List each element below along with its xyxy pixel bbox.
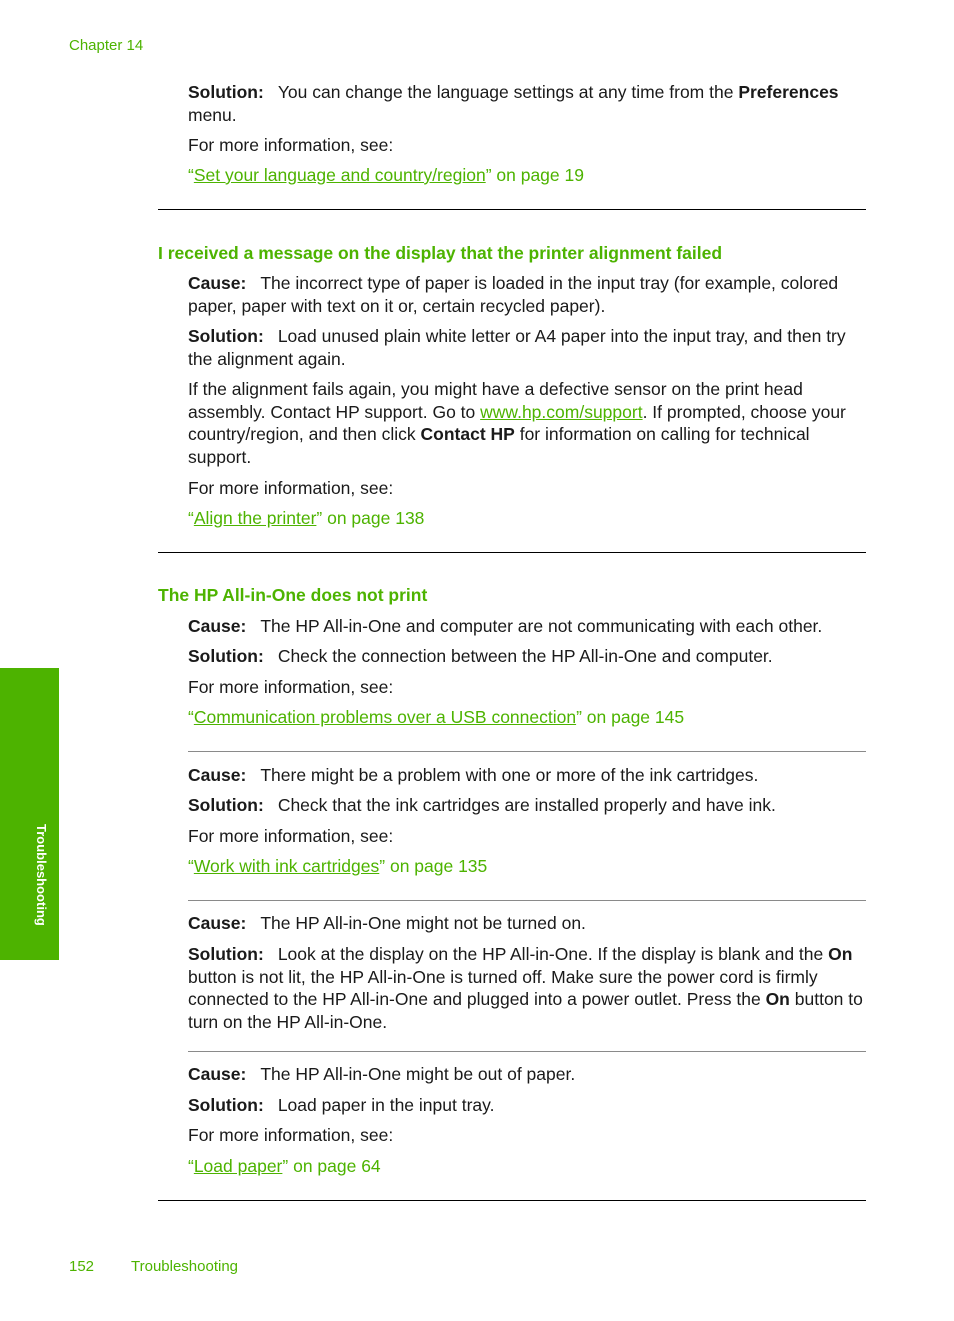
more-info-label: For more information, see: [188,135,394,155]
link-quote: “ [188,707,194,727]
solution-label: Solution: [188,795,264,815]
on-bold: On [828,944,853,964]
solution-label: Solution: [188,646,264,666]
link-suffix: ” on page 135 [379,856,488,876]
solution-label: Solution: [188,1095,264,1115]
footer-section: Troubleshooting [131,1258,239,1275]
cause-text: The incorrect type of paper is loaded in the input tray (for example, colored paper, paper with text on it or, certain recycled paper). [188,273,839,316]
solution-text: You can change the language settings at any time from the [277,82,734,102]
solution-paragraph [188,645,866,668]
cause-label: Cause: [188,913,247,933]
cause-text: There might be a problem with one or more of the ink cartridges. [260,765,759,785]
solution-paragraph [188,1094,866,1117]
cause-paragraph [188,272,866,317]
sub-divider [188,1051,866,1052]
divider [158,209,866,210]
link-suffix: ” on page 145 [576,707,685,727]
more-info-label: For more information, see: [188,826,394,846]
solution-label: Solution: [188,82,264,102]
support-text-2: . If prompted, choose your country/region, and then click [188,401,846,444]
cause-text: The HP All-in-One might be out of paper. [260,1064,576,1084]
cause-label: Cause: [188,765,247,785]
solution-text: Check the connection between the HP All-in-One and computer. [277,646,773,666]
solution-text-end: menu. [188,104,237,125]
ink-cartridges-link[interactable]: Work with ink cartridges [193,856,380,876]
language-link[interactable]: Set your language and country/region [193,165,486,185]
page-number: 152 [69,1258,95,1275]
usb-link-line [188,706,866,729]
load-paper-link-line [188,1155,866,1178]
cause-label: Cause: [188,1064,247,1084]
troubleshooting-side-tab [0,668,59,960]
more-info-label: For more information, see: [188,677,394,697]
chapter-header: Chapter 14 [69,37,144,54]
solution-paragraph [188,325,866,370]
cause-paragraph [188,912,866,935]
load-paper-link[interactable]: Load paper [193,1156,283,1176]
language-solution-block [188,81,866,126]
more-info-label: For more information, see: [188,478,394,498]
ink-link-line [188,855,866,878]
solution-text: Load unused plain white letter or A4 paper into the input tray, and then try the alignment again. [188,326,846,369]
more-info-label: For more information, see: [188,1125,394,1145]
align-link-line [188,507,866,530]
hp-support-link[interactable]: www.hp.com/support [480,401,643,422]
cause-paragraph [188,615,866,638]
usb-communication-link[interactable]: Communication problems over a USB connection [193,707,577,727]
cause-label: Cause: [188,273,247,293]
on-bold: On [765,989,790,1009]
solution-label: Solution: [188,944,264,964]
sub-divider [188,900,866,901]
link-suffix: ” on page 19 [485,165,584,185]
solution-text-3: button to turn on the HP All-in-One. [188,989,863,1032]
solution-paragraph [188,943,866,1033]
divider [158,1200,866,1201]
section-heading-alignment: I received a message on the display that the printer alignment failed [158,243,723,263]
section-heading-does-not-print: The HP All-in-One does not print [158,585,428,605]
link-quote: “ [188,165,194,185]
solution-paragraph [188,794,866,817]
cause-label: Cause: [188,616,247,636]
cause-text: The HP All-in-One might not be turned on. [260,913,586,933]
divider [158,552,866,553]
cause-paragraph [188,764,866,787]
cause-paragraph [188,1063,866,1086]
support-text-3: for information on calling for technical support. [188,424,810,467]
side-tab-label: Troubleshooting [34,824,49,926]
link-suffix: ” on page 138 [316,508,425,528]
solution-text: Look at the display on the HP All-in-One. If the display is blank and the [277,944,824,964]
solution-text-2: button is not lit, the HP All-in-One is turned off. Make sure the power cord is firmly connected to the HP All-in-One and plugged into a power outlet. Press the [188,966,818,1009]
support-text: If the alignment fails again, you might have a defective sensor on the print head assembly. Contact HP support. Go to [188,379,803,422]
link-quote: “ [188,508,194,528]
solution-label: Solution: [188,326,264,346]
language-link-line [188,164,866,187]
sub-divider [188,751,866,752]
solution-text: Check that the ink cartridges are installed properly and have ink. [277,795,776,815]
link-suffix: ” on page 64 [282,1156,381,1176]
solution-text: Load paper in the input tray. [277,1095,495,1115]
cause-text: The HP All-in-One and computer are not communicating with each other. [260,616,823,636]
align-printer-link[interactable]: Align the printer [193,508,317,528]
link-quote: “ [188,1156,194,1176]
preferences-bold: Preferences [738,82,839,102]
contact-hp-bold: Contact HP [420,424,515,444]
solution-paragraph [188,81,866,126]
support-paragraph [188,378,866,468]
link-quote: “ [188,856,194,876]
